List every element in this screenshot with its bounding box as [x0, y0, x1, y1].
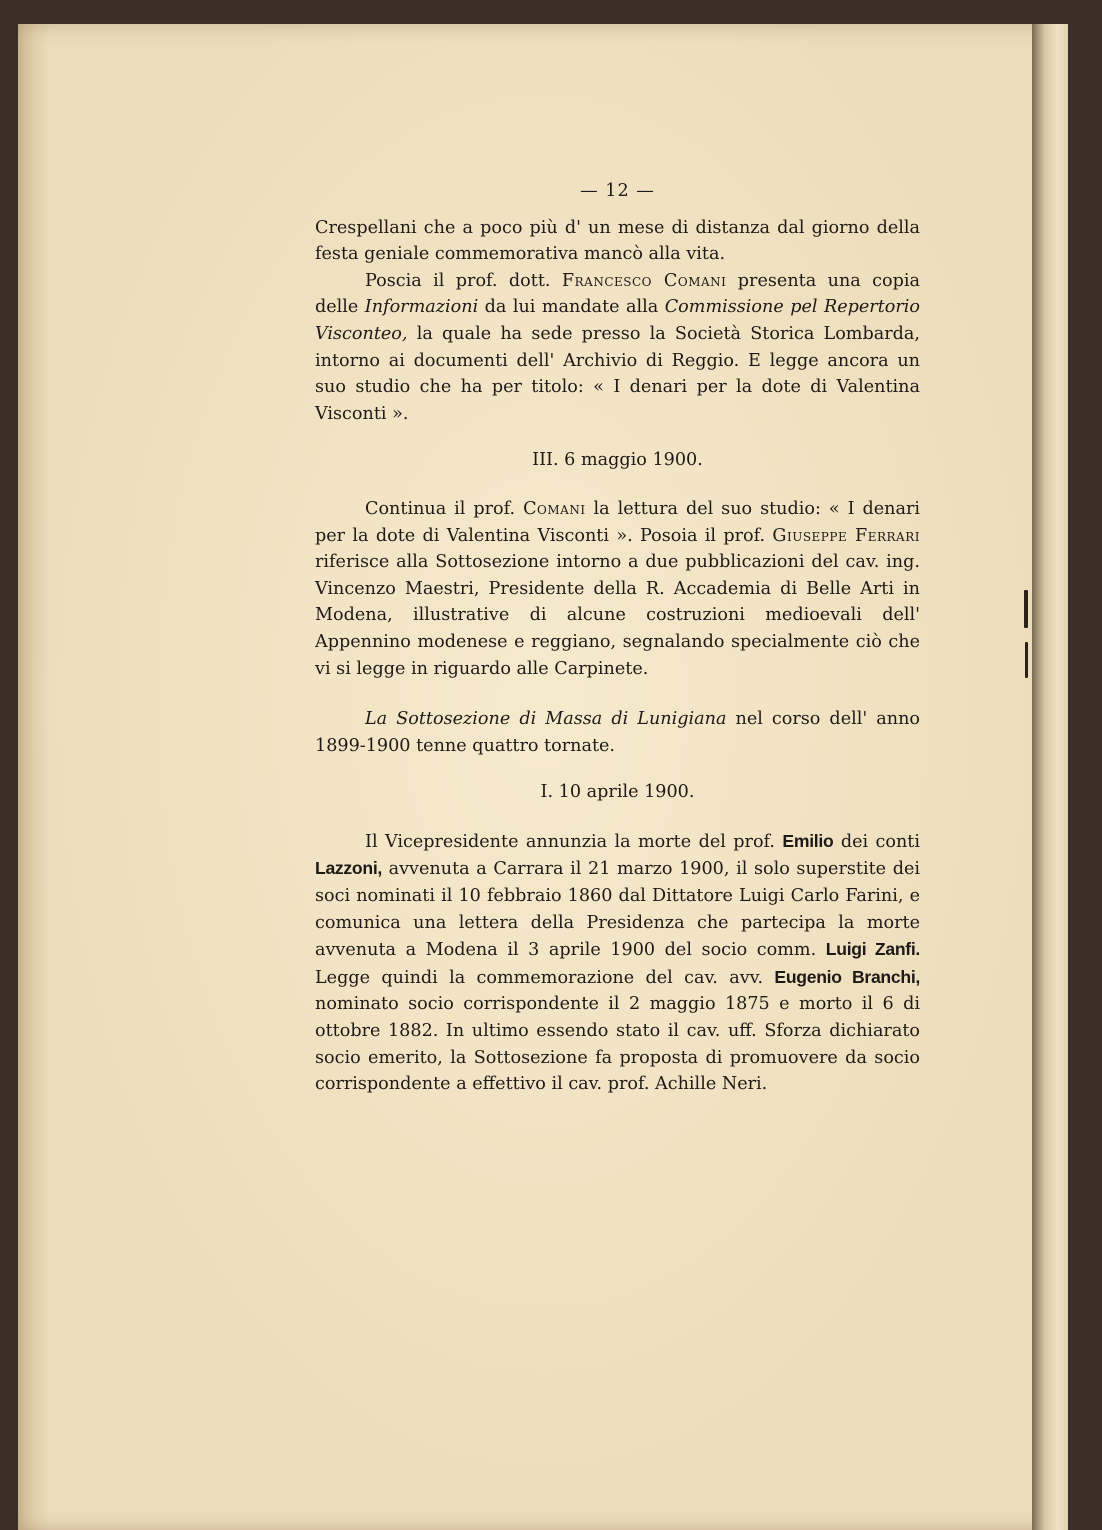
text-block — [315, 178, 920, 1098]
paragraph-1-text: Crespellani che a poco più d' un mese di distanza dal giorno della festa geniale commemorativa mancò alla vita. — [315, 217, 920, 265]
text-span: da lui mandate alla — [478, 297, 665, 318]
text-span: nel corso dell' anno 1899-1900 tenne quattro tornate. — [315, 709, 920, 756]
person-name: Comani — [523, 498, 586, 519]
text-span: Poscia il prof. dott. — [365, 270, 562, 291]
text-span: la lettura del suo studio: « I denari per la dote di Valentina Visconti ». Posoia il prof. — [315, 498, 921, 546]
text-span: la quale ha sede presso la Società Storica Lombarda, intorno ai documenti dell' Archivio di Reggio. E legge ancora un suo studio che ha per titolo: « I denari per la dote di Valentina Visconti ». — [315, 323, 920, 424]
paragraph-1 — [315, 215, 920, 268]
page-gutter — [1032, 24, 1068, 1530]
person-name: Giuseppe Ferrari — [772, 525, 920, 546]
gutter-mark — [1024, 590, 1028, 628]
italic-title: Informazioni — [364, 297, 479, 318]
stamped-name: Eugenio Branchi, — [774, 966, 920, 987]
page-number: — 12 — — [580, 181, 655, 201]
paragraph-5 — [315, 828, 920, 1098]
stamped-name: Luigi Zanfi. — [825, 939, 920, 960]
paragraph-3 — [315, 496, 920, 682]
stamped-name: Emilio — [782, 830, 834, 851]
text-span: riferisce alla Sottosezione intorno a due pubblicazioni del cav. ing. Vincenzo Maestri, Presidente della R. Accademia di Belle Arti in Modena, illustrative di alcune costruzioni medioevali dell' Appennino modenese e reggiano, segnalando specialmente ciò che vi si legge in riguardo alle Carpinete. — [315, 552, 920, 679]
text-span: dei conti — [833, 831, 920, 852]
person-name: Francesco Comani — [561, 270, 727, 291]
session-heading: I. 10 aprile 1900. — [540, 782, 695, 803]
text-span: presenta una copia delle — [315, 270, 920, 318]
text-span: nominato socio corrispondente il 2 maggio 1875 e morto il 6 di ottobre 1882. In ultimo essendo stato il cav. uff. Sforza dichiarato socio emerito, la Sottosezione fa proposta di promuovere da socio corrispondente a effettivo il cav. prof. Achille Neri. — [315, 994, 920, 1095]
session-heading: III. 6 maggio 1900. — [532, 450, 703, 471]
spacer — [315, 682, 920, 706]
italic-section-name: La Sottosezione di Massa di Lunigiana — [365, 709, 727, 730]
gutter-mark — [1025, 642, 1028, 678]
text-span: Il Vicepresidente annunzia la morte del prof. — [365, 831, 783, 852]
paragraph-2 — [315, 268, 920, 428]
stamped-name: Lazzoni, — [315, 858, 382, 879]
italic-title: Commissione pel Repertorio Visconteo, — [315, 297, 920, 344]
paragraph-4 — [315, 706, 920, 759]
text-span: Continua il prof. — [365, 498, 524, 519]
text-span: avvenuta a Carrara il 21 marzo 1900, il solo superstite dei soci nominati il 10 febbraio 1860 dal Dittatore Luigi Carlo Farini, e comunica una lettera della Presidenza che partecipa la morte avvenuta a Modena il 3 aprile 1900 del socio comm. — [315, 859, 920, 961]
text-span: Legge quindi la commemorazione del cav. avv. — [315, 967, 775, 988]
